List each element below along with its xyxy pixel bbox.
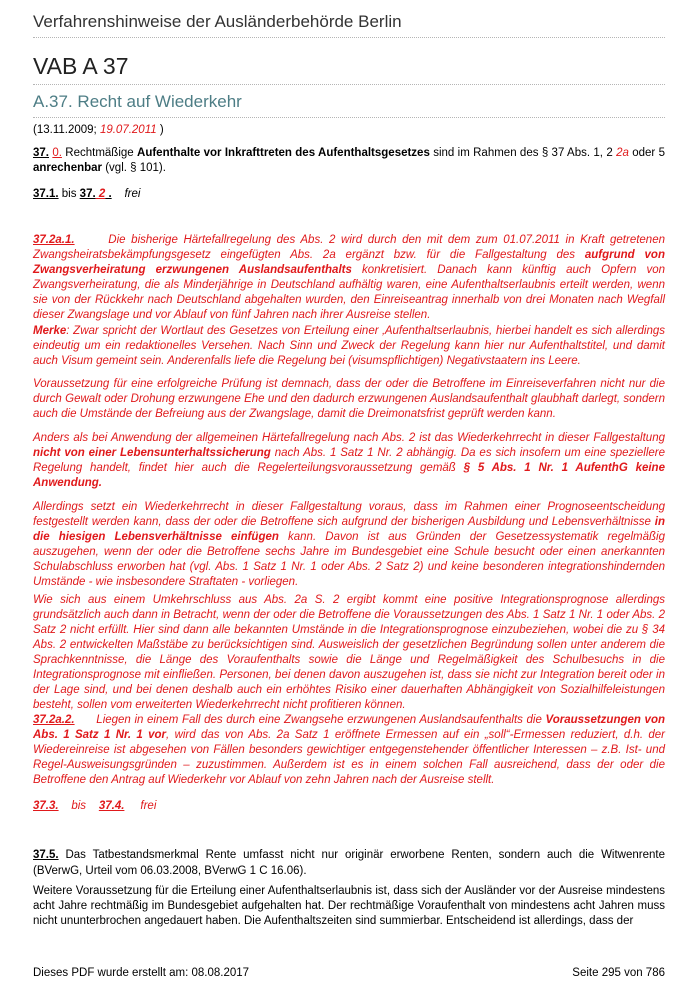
header-divider (33, 37, 665, 38)
paragraph-number: 37.3. (33, 800, 59, 812)
text: nach Abs. 1 Satz 1 Nr. 2 abhängig. Da es sich insofern um eine speziellere Regelung handelt, findet hier auch die Regelerteilungsvoraussetzung gemäß (33, 447, 665, 474)
text: bis (58, 188, 80, 200)
bold-text: anrechenbar (33, 162, 103, 174)
paragraph-merke (33, 324, 665, 369)
bold-text: in die hiesigen Lebensverhältnisse einfügen (33, 516, 665, 543)
paragraph-umkehrschluss (33, 593, 665, 713)
section-divider (33, 117, 665, 118)
reference: 2a (616, 147, 629, 159)
paragraph-dot: . (105, 188, 112, 200)
bold-text: § 5 Abs. 1 Nr. 1 AufenthG keine Anwendung. (33, 462, 665, 489)
date-close: ) (156, 124, 164, 136)
bold-text: Merke (33, 325, 67, 337)
text: Wie sich aus einem Umkehrschluss aus Abs. 2a S. 2 ergibt kommt eine positive Integrationsprognose allerdings grundsätzlich auch dann in Betracht, wenn der oder die Betroffene die Voraussetzungen des Abs. 1 Satz 1 Nr. 1 oder Abs. 2 Satz 2 nicht erfüllt. Hier sind dann alle bekannten Umstände in die Integrationsprognose einzubeziehen, wobei die zu § 34 Abs. 2 entwickelten Maßstäbe zu berücksichtigen sind. Ausweislich der gesetzlichen Begründung sollen unter anderem die Sprachkenntnisse, die Länge des Voraufenthalts sowie die Länge und Regelmäßigkeit des Schulbesuchs in die Integrationsprognose mit einfließen. Personen, bei denen davon auszugehen ist, dass sie nicht zur Integration bereit oder in der Lage sind, und bei denen deshalb auch ein erhöhtes Risiko einer dauerhaften Abhängigkeit von Sozialhilfeleistungen besteht, sollen vom erweiterten Wiederkehrrecht nicht profitieren können. (33, 594, 665, 711)
bold-text: aufgrund von Zwangsverheiratung erzwungenen Auslandsaufenthalts (33, 249, 665, 276)
text: : Zwar spricht der Wortlaut des Gesetzes von Erteilung einer ‚Aufenthaltserlaubnis, hierbei handelt es sich allerdings eindeutig um ein redaktionelles Versehen. Nach Sinn und Zweck der Regelung kann hier nur Aufenthaltstitel, und damit auch Visum gemeint sein. Anderenfalls liefe die Regelung bei (visumspflichtigen) Negativstaatern ins Leere. (33, 325, 665, 367)
paragraph-37-3 (33, 799, 665, 814)
text: kann. Davon ist aus Gründen der Gesetzessystematik regelmäßig auszugehen, wenn der oder die Betroffene sechs Jahre im Bundesgebiet eine Schule besucht oder einen anerkannten Schulabschluss erworben hat (vgl. Abs. 1 Satz 1 Nr. 1 oder Abs. 2 Satz 2) und keine besonderen integrationshindernden Umstände - wie insbesondere Straftaten - vorliegen. (33, 531, 665, 588)
date-changed: 19.07.2011 (99, 124, 157, 136)
bold-text: nicht von einer Lebensunterhaltssicherung (33, 447, 271, 459)
text: Rechtmäßige (61, 147, 138, 159)
text: , wird das von Abs. 2a Satz 1 eröffnete Ermessen auf ein „soll“-Ermessen reduziert, d.h. der Wiedereinreise ist abgesehen von Fällen besonders gewichtiger entgegenstehender öffentlicher Interessen – z.B. Ist- und Regel-Ausweisungsgründen – zuzustimmen. Außerdem ist es in einem solchen Fall ausreichend, dass der oder die Betroffene den Antrag auf Wiederkehr vor Ablauf von zehn Jahren nach der Ausreise stellt. (33, 729, 665, 786)
paragraph-number: 37.4. (98, 800, 125, 812)
paragraph-number: 37.2a.2. (33, 714, 75, 726)
paragraph-subnumber: 2 (95, 188, 106, 200)
text: Weitere Voraussetzung für die Erteilung einer Aufenthaltserlaubnis ist, dass sich der Ausländer vor der Ausreise mindestens acht Jahre rechtmäßig im Bundesgebiet aufgehalten hat. Der rechtmäßige Voraufenthalt von mindestens acht Jahren muss nicht ununterbrochen angedauert haben. Die Aufenthaltszeiten sind summierbar. Entscheidend ist allerdings, dass der (33, 885, 665, 927)
section-heading: A.37. Recht auf Wiederkehr (33, 92, 242, 111)
text: Liegen in einem Fall des durch eine Zwangsehe erzwungenen Auslandsaufenthalts die (96, 714, 546, 726)
document-header-title: Verfahrenshinweise der Ausländerbehörde Berlin (33, 12, 402, 31)
heading-divider (33, 84, 665, 85)
revision-dates (33, 124, 164, 136)
text: bis (71, 800, 87, 812)
text: Allerdings setzt ein Wiederkehrrecht in dieser Fallgestaltung voraus, dass im Rahmen einer Prognoseentscheidung festgestellt werden kann, dass der oder die Betroffene sich aufgrund der bisherigen Ausbildung und Lebensverhältnisse (33, 501, 665, 528)
text: sind im Rahmen des § 37 Abs. 1, 2 (429, 147, 617, 159)
text: Voraussetzung für eine erfolgreiche Prüfung ist demnach, dass der oder die Betroffene im Einreiseverfahren nicht nur die durch Gewalt oder Drohung erzwungene Ehe und den dadurch erzwungenen Auslandsaufenthalt glaubhaft darlegt, sondern auch die Umstände der Befreiung aus der Zwangslage, damit die Dreimonatsfrist geprüft werden kann. (33, 378, 665, 420)
bold-text: Voraussetzungen von Abs. 1 Satz 1 Nr. 1 vor (33, 714, 665, 741)
paragraph-37-5 (33, 847, 665, 879)
text: Anders als bei Anwendung der allgemeinen Härtefallregelung nach Abs. 2 ist das Wiederkehrrecht in dieser Fallgestaltung (33, 432, 665, 444)
text: konkretisiert. Danach kann künftig auch Opfern von Zwangsverheiratung, die als Minderjährige in Deutschland aufhältig waren, eine Aufenthaltserlaubnis erteilt werden, wenn sie von der Rückkehr nach Deutschland abgehalten wurden, den Einreiseantrag innerhalb von drei Monaten nach Wegfall dieser Zwangslage und vor Ablauf von fünf Jahren nach ihrer Ausreise stellen. (33, 264, 665, 321)
text: (vgl. § 101). (102, 162, 166, 174)
text: Die bisherige Härtefallregelung des Abs. 2 wird durch den mit dem zum 01.07.2011 in Kraft getretenen Zwangsheiratsbekämpfungsgesetz eingefügten Abs. 2a ergänzt bzw. für die Fallgestaltung des (33, 234, 665, 261)
paragraph-number: 37.2a.1. (33, 234, 75, 246)
paragraph-voraussetzung (33, 377, 665, 422)
paragraph-number: 37. (79, 188, 96, 200)
frei-label: frei (124, 188, 141, 200)
paragraph-37-2a-1 (33, 233, 665, 323)
footer-created-date: Dieses PDF wurde erstellt am: 08.08.2017 (33, 967, 250, 979)
footer-page-number: Seite 295 von 786 (572, 967, 665, 979)
frei-label: frei (140, 800, 157, 812)
paragraph-number: 37.5. (33, 849, 59, 861)
document-id-heading: VAB A 37 (33, 53, 129, 79)
paragraph-weitere (33, 884, 665, 929)
text: oder 5 (628, 147, 665, 159)
paragraph-number: 37.1. (33, 188, 59, 200)
paragraph-anders (33, 431, 665, 491)
paragraph-37-0 (33, 146, 665, 176)
paragraph-number: 37. (33, 147, 49, 159)
paragraph-subnumber: 0. (52, 147, 62, 159)
paragraph-37-2a-2 (33, 713, 665, 788)
paragraph-allerdings (33, 500, 665, 590)
paragraph-37-1 (33, 187, 665, 202)
text: Das Tatbestandsmerkmal Rente umfasst nicht nur originär erworbene Renten, sondern auch die Witwenrente (BVerwG, Urteil vom 06.03.2008, BVerwG 1 C 16.06). (33, 849, 665, 877)
date-original: (13.11.2009; (33, 124, 100, 136)
bold-text: Aufenthalte vor Inkrafttreten des Aufenthaltsgesetzes (137, 147, 430, 159)
